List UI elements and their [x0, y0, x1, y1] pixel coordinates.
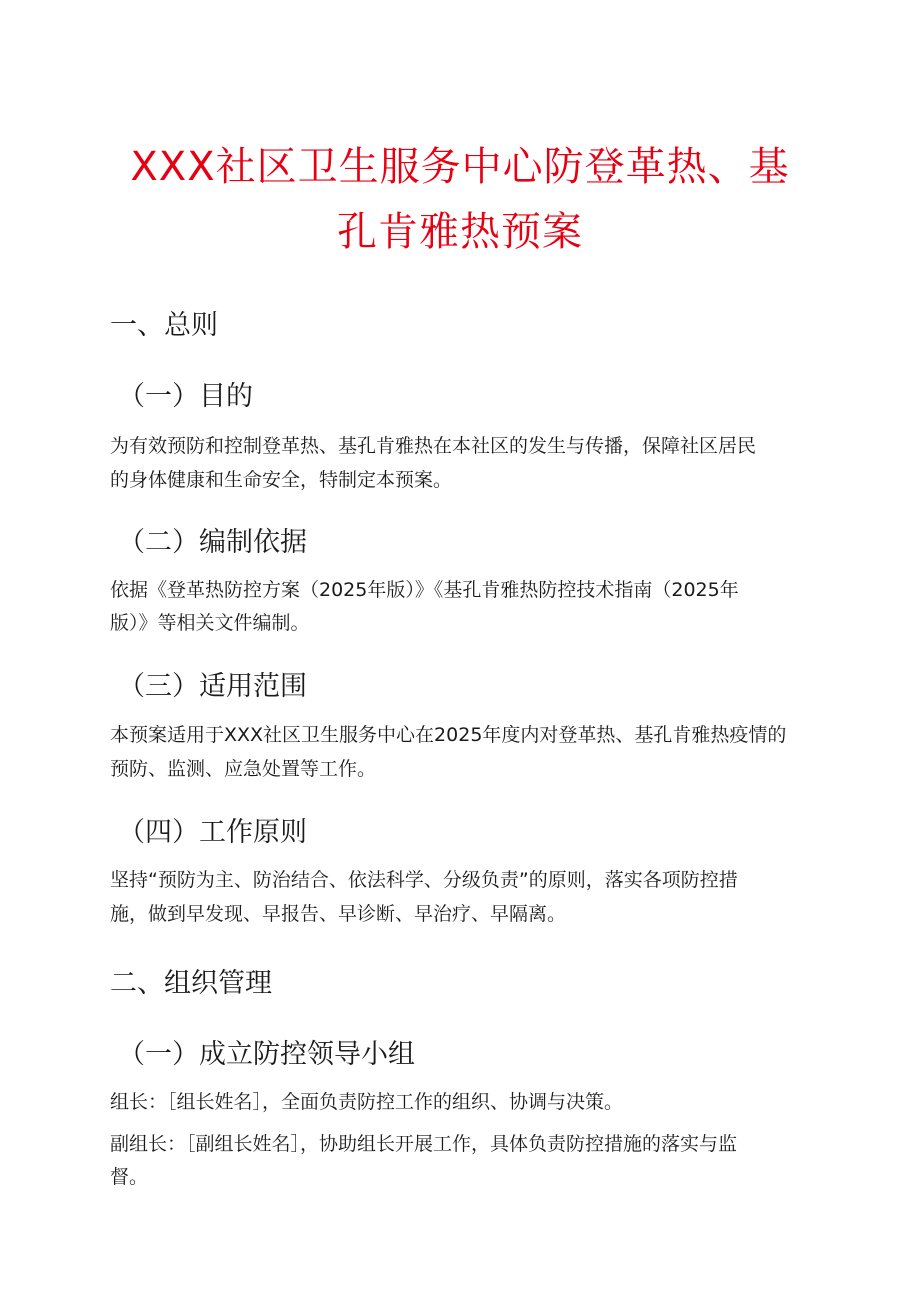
deputy-leader-text-line-1: 副组长：［副组长姓名］，协助组长开展工作，具体负责防控措施的落实与监 [110, 1133, 738, 1155]
basis-text-line-2: 版）》等相关文件编制。 [110, 612, 310, 634]
purpose-text-line-2: 的身体健康和生命安全，特制定本预案。 [110, 469, 453, 491]
deputy-leader-text-line-2: 督。 [110, 1166, 149, 1188]
document-title-line-1: XXX社区卫生服务中心防登革热、基 [130, 144, 790, 190]
subsection-heading-principles: （四）工作原则 [118, 817, 307, 848]
subsection-heading-purpose: （一）目的 [118, 381, 253, 412]
scope-text-line-1: 本预案适用于XXX社区卫生服务中心在2025年度内对登革热、基孔肯雅热疫情的 [110, 724, 787, 746]
subsection-heading-leading-group: （一）成立防控领导小组 [118, 1039, 415, 1070]
principles-text-line-2: 施，做到早发现、早报告、早诊断、早治疗、早隔离。 [110, 903, 567, 925]
scope-text-line-2: 预防、监测、应急处置等工作。 [110, 758, 377, 780]
section-heading-general: 一、总则 [110, 310, 218, 341]
subsection-heading-scope: （三）适用范围 [118, 671, 307, 702]
document-title-line-2: 孔肯雅热预案 [337, 209, 583, 255]
basis-text-line-1: 依据《登革热防控方案（2025年版）》《基孔肯雅热防控技术指南（2025年 [110, 579, 739, 601]
subsection-heading-basis: （二）编制依据 [118, 527, 307, 558]
group-leader-text: 组长：［组长姓名］，全面负责防控工作的组织、协调与决策。 [110, 1091, 624, 1113]
principles-text-line-1: 坚持“预防为主、防治结合、依法科学、分级负责”的原则，落实各项防控措 [110, 869, 738, 891]
purpose-text-line-1: 为有效预防和控制登革热、基孔肯雅热在本社区的发生与传播，保障社区居民 [110, 435, 757, 457]
section-heading-organization: 二、组织管理 [110, 968, 272, 999]
